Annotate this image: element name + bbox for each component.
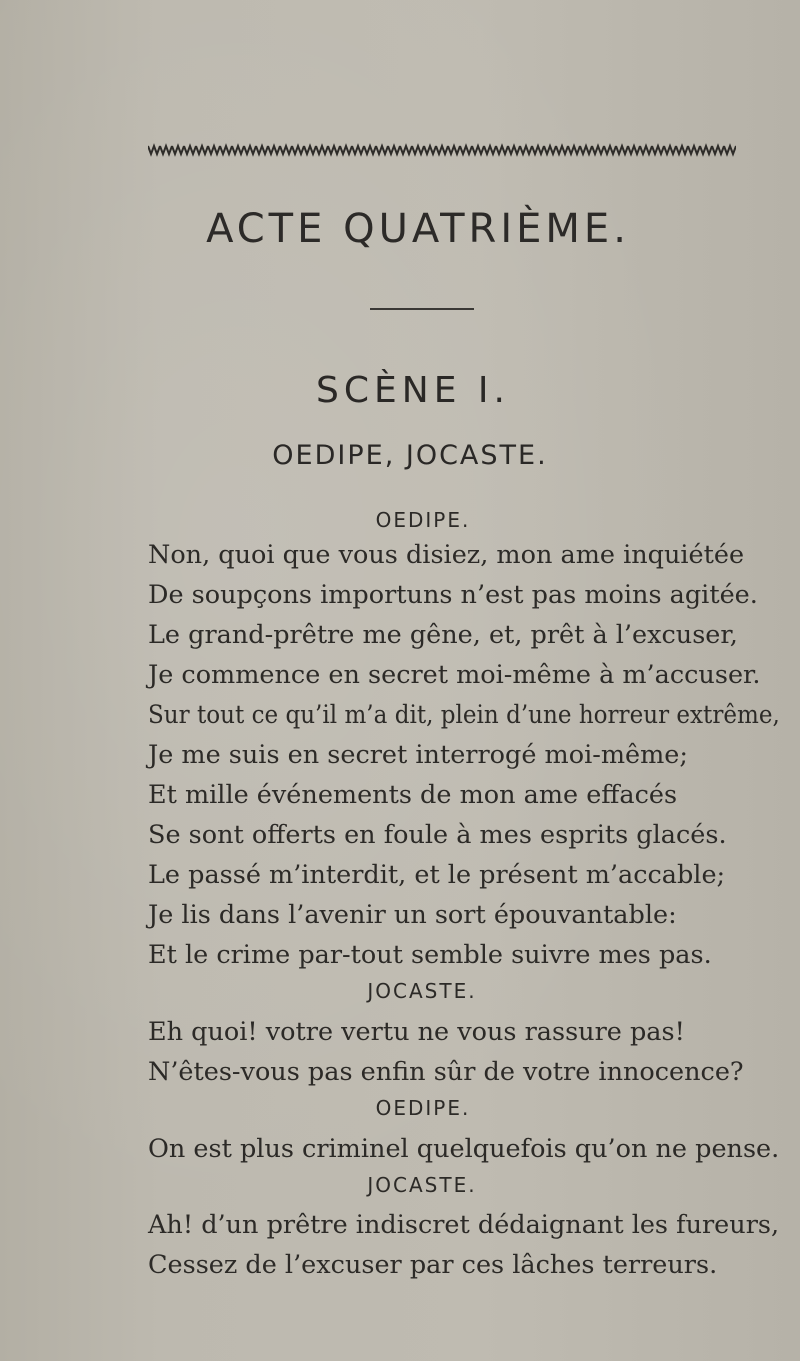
verse-line: Non, quoi que vous disiez, mon ame inquiétée (148, 540, 745, 570)
verse-line: De soupçons importuns n’est pas moins agitée. (148, 580, 758, 610)
scene-title: SCÈNE I. (316, 370, 510, 411)
title-divider (370, 308, 474, 310)
verse-line: Le grand-prêtre me gêne, et, prêt à l’excuser, (148, 620, 738, 650)
speaker-name: OEDIPE. (375, 508, 471, 532)
speaker-name: JOCASTE. (367, 1173, 477, 1197)
verse-line: Et le crime par-tout semble suivre mes pas. (148, 940, 712, 970)
verse-line: Sur tout ce qu’il m’a dit, plein d’une horreur extrême, (148, 700, 780, 730)
decorative-border-ornament (148, 142, 736, 158)
scene-characters: OEDIPE, JOCASTE. (272, 440, 548, 471)
verse-line: Et mille événements de mon ame effacés (148, 780, 678, 810)
speaker-name: JOCASTE. (367, 979, 477, 1003)
speaker-name: OEDIPE. (375, 1096, 471, 1120)
verse-line: Je me suis en secret interrogé moi-même; (148, 740, 688, 770)
verse-line: Eh quoi! votre vertu ne vous rassure pas! (148, 1017, 685, 1047)
act-title: ACTE QUATRIÈME. (206, 206, 630, 252)
verse-line: Ah! d’un prêtre indiscret dédaignant les fureurs, (148, 1210, 780, 1240)
verse-line: Je commence en secret moi-même à m’accuser. (148, 660, 761, 690)
verse-line: Je lis dans l’avenir un sort épouvantable: (148, 900, 677, 930)
verse-line: Cessez de l’excuser par ces lâches terreurs. (148, 1250, 718, 1280)
verse-line: N’êtes-vous pas enfin sûr de votre innocence? (148, 1057, 744, 1087)
verse-line: On est plus criminel quelquefois qu’on ne pense. (148, 1134, 780, 1164)
verse-line: Se sont offerts en foule à mes esprits glacés. (148, 820, 727, 850)
verse-line: Le passé m’interdit, et le présent m’accable; (148, 860, 726, 890)
